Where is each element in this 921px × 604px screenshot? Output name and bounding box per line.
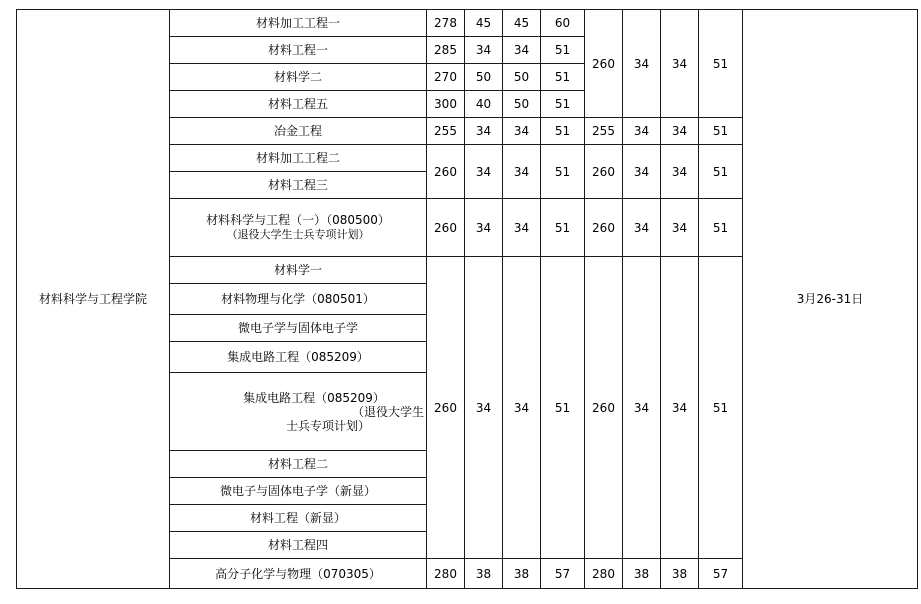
score-cell: 38: [661, 559, 699, 589]
score-cell: 50: [503, 91, 541, 118]
score-cell: 285: [427, 37, 465, 64]
score-cell: 280: [585, 559, 623, 589]
score-cell: 51: [541, 118, 585, 145]
score-cell: 34: [465, 118, 503, 145]
score-cell: 57: [699, 559, 743, 589]
major-name: 集成电路工程: [243, 390, 316, 405]
major-cell: 材料工程四: [170, 532, 427, 559]
major-cell: 材料工程三: [170, 172, 427, 199]
major-name: 高分子化学与物理: [215, 566, 312, 581]
score-cell: 38: [465, 559, 503, 589]
major-code: （085209）: [315, 390, 385, 405]
score-cell: 45: [465, 10, 503, 37]
major-cell: [170, 284, 427, 315]
score-cell: 51: [699, 199, 743, 257]
score-cell: 34: [661, 199, 699, 257]
score-cell: 34: [465, 199, 503, 257]
score-cell: 34: [661, 118, 699, 145]
score-cell: 278: [427, 10, 465, 37]
major-cell: [170, 199, 427, 257]
score-cell: 51: [541, 145, 585, 199]
major-cell: 材料工程一: [170, 37, 427, 64]
score-table: [16, 9, 918, 589]
major-code: （080501）: [305, 292, 375, 306]
score-cell: 34: [623, 118, 661, 145]
major-cell: 微电子学与固体电子学: [170, 315, 427, 342]
major-cell: [170, 373, 427, 451]
major-note: 士兵专项计划）: [285, 418, 370, 433]
score-cell: 280: [427, 559, 465, 589]
major-name: 材料物理与化学: [221, 292, 306, 306]
score-cell: 45: [503, 10, 541, 37]
score-cell: 34: [503, 118, 541, 145]
score-cell: 260: [427, 145, 465, 199]
major-name: 材料科学与工程（一）: [206, 212, 327, 227]
score-cell: 300: [427, 91, 465, 118]
score-cell: 260: [585, 145, 623, 199]
score-cell: 255: [427, 118, 465, 145]
score-cell: 34: [503, 257, 541, 559]
major-cell: 材料学二: [170, 64, 427, 91]
score-cell: 270: [427, 64, 465, 91]
score-cell: 34: [503, 199, 541, 257]
score-cell: 57: [541, 559, 585, 589]
score-cell: 51: [541, 37, 585, 64]
score-cell: 51: [541, 64, 585, 91]
major-note: （退役大学生: [351, 404, 424, 419]
major-cell: 材料工程（新显）: [170, 505, 427, 532]
score-cell: 260: [427, 199, 465, 257]
major-code: （080500）: [326, 212, 390, 227]
score-cell: 34: [661, 145, 699, 199]
score-cell: 34: [661, 257, 699, 559]
date-cell: 3月26-31日: [743, 10, 918, 589]
score-cell: 34: [465, 37, 503, 64]
score-cell: 255: [585, 118, 623, 145]
score-cell: 260: [585, 10, 623, 118]
score-cell: 34: [623, 10, 661, 118]
score-cell: 34: [503, 145, 541, 199]
score-cell: 51: [541, 91, 585, 118]
score-cell: 51: [541, 257, 585, 559]
score-cell: 34: [623, 257, 661, 559]
table-row: [17, 10, 918, 37]
score-cell: 34: [465, 257, 503, 559]
major-cell: 材料学一: [170, 257, 427, 284]
score-cell: 34: [503, 37, 541, 64]
score-cell: 260: [585, 257, 623, 559]
major-cell: 材料工程二: [170, 451, 427, 478]
score-cell: 60: [541, 10, 585, 37]
major-code: （070305）: [311, 566, 381, 581]
major-cell: 材料工程五: [170, 91, 427, 118]
score-cell: 34: [623, 145, 661, 199]
score-cell: 34: [661, 10, 699, 118]
score-cell: 38: [503, 559, 541, 589]
major-name: 集成电路工程: [227, 350, 300, 364]
score-cell: 51: [541, 199, 585, 257]
major-cell: [170, 342, 427, 373]
score-cell: 51: [699, 145, 743, 199]
score-cell: 34: [465, 145, 503, 199]
major-cell: 微电子与固体电子学（新显）: [170, 478, 427, 505]
score-cell: 51: [699, 257, 743, 559]
score-cell: 38: [623, 559, 661, 589]
score-cell: 51: [699, 118, 743, 145]
major-cell: 材料加工工程二: [170, 145, 427, 172]
score-cell: 51: [699, 10, 743, 118]
college-cell: 材料科学与工程学院: [17, 10, 170, 589]
major-cell: 材料加工工程一: [170, 10, 427, 37]
score-cell: 40: [465, 91, 503, 118]
score-cell: 50: [465, 64, 503, 91]
major-note: （退役大学生士兵专项计划）: [226, 227, 370, 241]
score-cell: 260: [427, 257, 465, 559]
major-cell: [170, 559, 427, 589]
major-cell: 冶金工程: [170, 118, 427, 145]
score-cell: 260: [585, 199, 623, 257]
major-code: （085209）: [299, 350, 369, 364]
score-cell: 34: [623, 199, 661, 257]
score-cell: 50: [503, 64, 541, 91]
